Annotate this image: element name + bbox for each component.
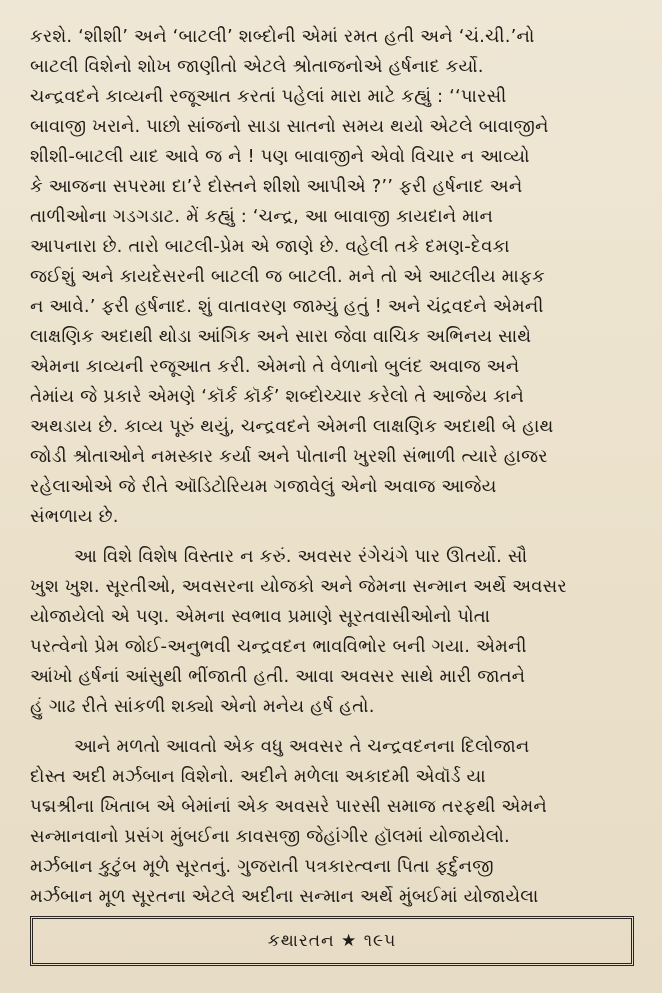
text-line: મર્ઝબાન કુટુંબ મૂળે સૂરતનું. ગુજરાતી પત્રકારત્વના પિતા ફર્દુનજી: [30, 856, 494, 877]
paragraph: [30, 22, 634, 532]
text-line: આ વિશે વિશેષ વિસ્તાર ન કરું. અવસર રંગેચંગે પાર ઊતર્યો. સૌ: [74, 546, 528, 567]
text-line: યોજાયેલો એ પણ. એમના સ્વભાવ પ્રમાણે સૂરતવાસીઓનો પોતા: [30, 606, 491, 627]
text-line: દોસ્ત અદી મર્ઝબાન વિશેનો. અદીને મળેલા અકાદમી એવૉર્ડ યા: [30, 766, 486, 787]
text-line: રહેલાઓએ જે રીતે ઑડિટોરિયમ ગજાવેલું એનો અવાજ આજેય: [30, 476, 497, 497]
text-line: તેમાંય જે પ્રકારે એમણે ‘કૉર્ક કૉર્ક’ શબ્દોચ્ચાર કરેલો તે આજેય કાને: [30, 386, 524, 407]
text-line: પદ્મશ્રીના ખિતાબ એ બેમાંનાં એક અવસરે પારસી સમાજ તરફથી એમને: [30, 796, 547, 817]
text-line: લાક્ષણિક અદાથી થોડા આંગિક અને સારા જેવા વાચિક અભિનય સાથે: [30, 326, 532, 347]
text-line: કે આજના સપરમા દા’રે દોસ્તને શીશો આપીએ ?’’ ફરી હર્ષનાદ અને: [30, 176, 523, 197]
text-line: ખુશ ખુશ. સૂરતીઓ, અવસરના યોજકો અને જેમના સન્માન અર્થે અવસર: [30, 576, 567, 597]
text-line: હું ગાઢ રીતે સાંકળી શક્યો એનો મનેય હર્ષ હતો.: [30, 696, 375, 717]
page-body: [30, 22, 634, 912]
text-line: જઈશું અને કાયદેસરની બાટલી જ બાટલી. મને તો એ આટલીય માફક: [30, 266, 545, 287]
page-footer: [30, 916, 634, 966]
text-line: અથડાય છે. કાવ્ય પૂરું થયું, ચન્દ્રવદને એમની લાક્ષણિક અદાથી બે હાથ: [30, 416, 554, 437]
text-line: તાળીઓના ગડગડાટ. મેં કહ્યું : ‘ચન્દ્ર, આ બાવાજી કાયદાને માન: [30, 206, 494, 227]
text-line: બાટલી વિશેનો શોખ જાણીતો એટલે શ્રોતાજનોએ હર્ષનાદ કર્યો.: [30, 56, 484, 77]
paragraph: [30, 732, 634, 912]
text-line: જોડી શ્રોતાઓને નમસ્કાર કર્યા અને પોતાની ખુરશી સંભાળી ત્યારે હાજર: [30, 446, 548, 467]
text-line: એમના કાવ્યની રજૂઆત કરી. એમનો તે વેળાનો બુલંદ અવાજ અને: [30, 356, 520, 377]
text-line: આને મળતો આવતો એક વધુ અવસર તે ચન્દ્રવદનના દિલોજાન: [74, 736, 530, 757]
paragraph: [30, 542, 634, 722]
paragraph-gap: [30, 722, 634, 732]
text-line: પરત્વેનો પ્રેમ જોઈ-અનુભવી ચન્દ્રવદન ભાવવિભોર બની ગયા. એમની: [30, 636, 527, 657]
text-line: બાવાજી ખરાને. પાછો સાંજનો સાડા સાતનો સમય થયો એટલે બાવાજીને: [30, 116, 549, 137]
text-line: શીશી-બાટલી યાદ આવે જ ને ! પણ બાવાજીને એવો વિચાર ન આવ્યો: [30, 146, 530, 167]
text-line: ચન્દ્રવદને કાવ્યની રજૂઆત કરતાં પહેલાં મારા માટે કહ્યું : ‘‘પારસી: [30, 86, 507, 107]
text-line: આપનારા છે. તારો બાટલી-પ્રેમ એ જાણે છે. વહેલી તકે દમણ-દેવકા: [30, 236, 510, 257]
text-line: ન આવે.’ ફરી હર્ષનાદ. શું વાતાવરણ જામ્યું હતું ! અને ચંદ્રવદને એમની: [30, 296, 544, 317]
text-line: આંખો હર્ષનાં આંસુથી ભીંજાતી હતી. આવા અવસર સાથે મારી જાતને: [30, 666, 526, 687]
paragraph-gap: [30, 532, 634, 542]
text-line: કરશે. ‘શીશી’ અને ‘બાટલી’ શબ્દોની એમાં રમત હતી અને ‘ચં.ચી.’નો: [30, 26, 535, 47]
text-line: સંભળાય છે.: [30, 506, 119, 527]
footer-text: કથારતન ★ ૧૯૫: [267, 930, 397, 951]
text-line: સન્માનવાનો પ્રસંગ મુંબઈના કાવસજી જેહાંગીર હૉલમાં યોજાયેલો.: [30, 826, 510, 847]
text-line: મર્ઝબાન મૂળ સૂરતના એટલે અદીના સન્માન અર્થે મુંબઈમાં યોજાયેલા: [30, 886, 539, 907]
